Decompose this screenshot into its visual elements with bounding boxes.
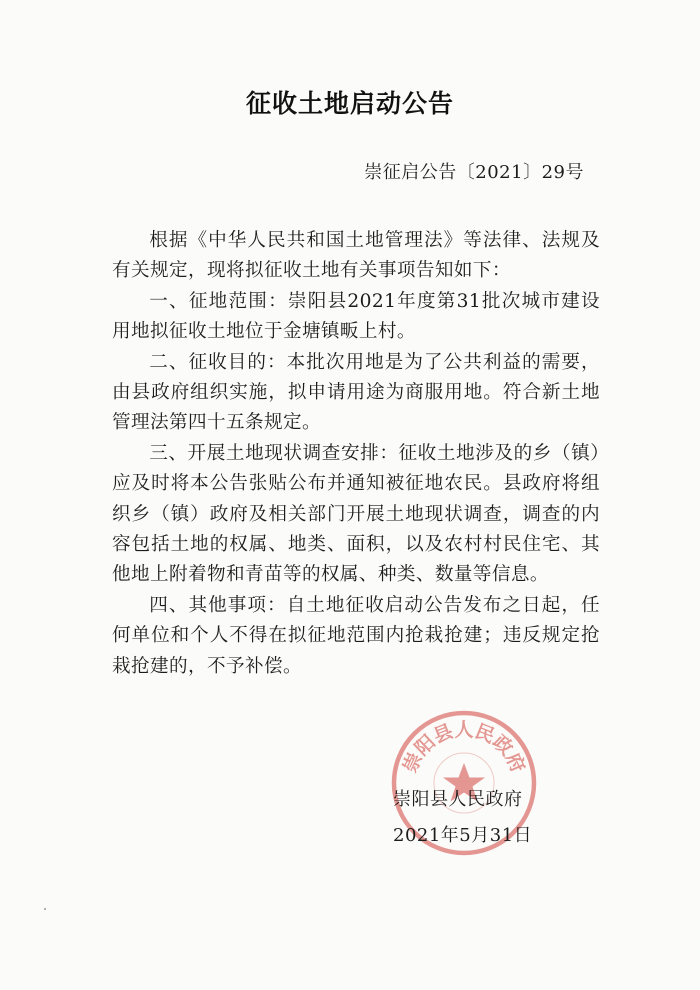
issuer-name: 崇阳县人民政府 [393, 789, 523, 810]
issue-date: 2021年5月31日 [393, 825, 533, 846]
signature-block [393, 782, 532, 854]
paragraph-purpose: 二、征收目的：本批次用地是为了公共利益的需要，由县政府组织实施，拟申请用途为商服用地。符合新土地管理法第四十五条规定。 [112, 351, 600, 434]
paragraph-survey: 三、开展土地现状调查安排：征收土地涉及的乡（镇）应及时将本公告张贴公布并通知被征地农民。县政府将组织乡（镇）政府及相关部门开展土地现状调查，调查的内容包括土地的权属、地类、面积，以及农村村民住宅、其他地上附着物和青苗等的权属、种类、数量等信息。 [112, 442, 600, 586]
document-title: 征收土地启动公告 [245, 89, 454, 118]
paragraph-other: 四、其他事项：自土地征收启动公告发布之日起，任何单位和个人不得在拟征地范围内抢栽抢建；违反规定抢栽抢建的，不予补偿。 [112, 594, 600, 677]
paragraph-scope: 一、征地范围：崇阳县2021年度第31批次城市建设用地拟征收土地位于金塘镇畈上村。 [112, 290, 600, 343]
document-number: 崇征启公告〔2021〕29号 [364, 162, 584, 183]
scan-speck [44, 908, 46, 910]
paragraph-intro: 根据《中华人民共和国土地管理法》等法律、法规及有关规定，现将拟征收土地有关事项告知如下： [112, 230, 600, 282]
document-body [112, 226, 600, 682]
seal-text: 崇阳县人民政府 [399, 719, 529, 777]
